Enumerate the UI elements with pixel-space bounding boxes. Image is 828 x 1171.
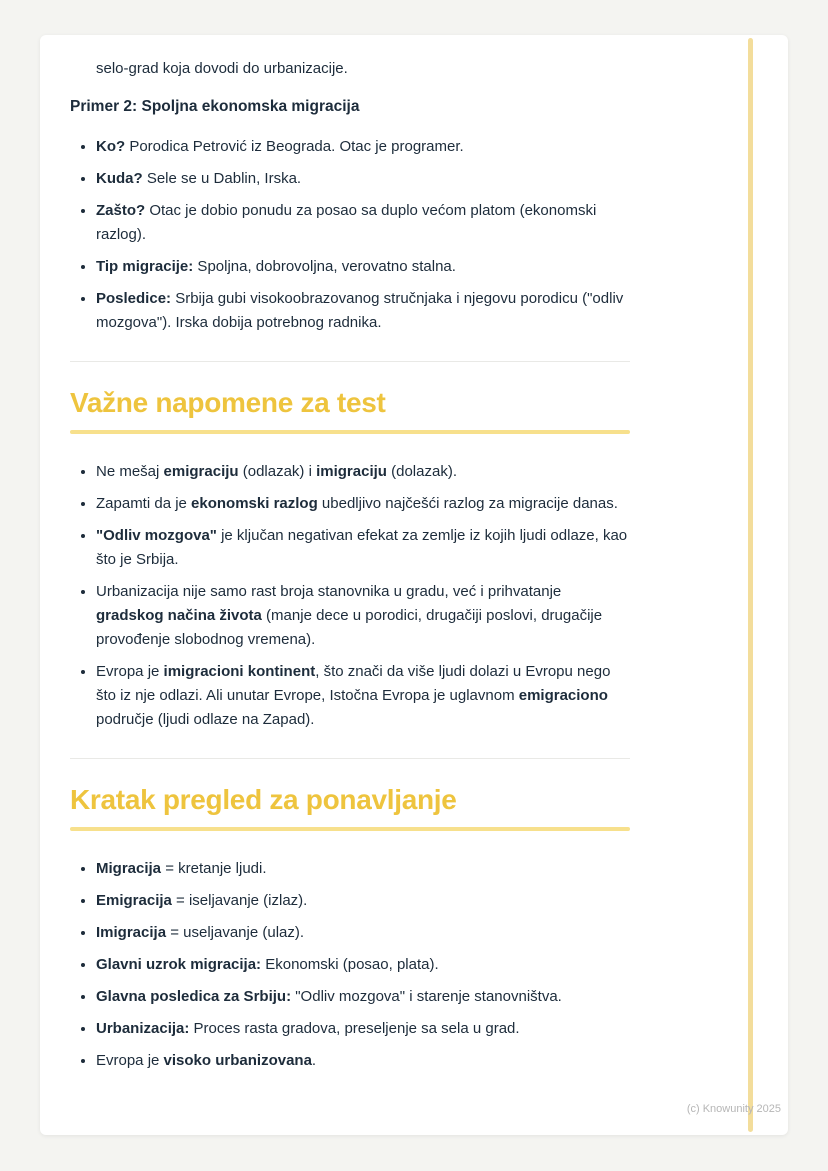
plain-text: = iseljavanje (izlaz).: [171, 892, 308, 909]
example-bullet-list: [70, 135, 630, 335]
plain-text: Zapamti da je: [96, 495, 192, 512]
plain-text: Proces rasta gradova, preseljenje sa sela u grad.: [189, 1020, 520, 1037]
bullet-item: [96, 135, 630, 159]
divider: [70, 361, 630, 362]
bold-term: emigraciju: [163, 463, 239, 480]
bold-term: Imigracija: [96, 924, 167, 941]
bold-term: Ko?: [96, 138, 126, 155]
bold-term: Emigracija: [96, 892, 172, 909]
plain-text: Evropa je: [96, 663, 164, 680]
plain-text: Evropa je: [96, 1052, 164, 1069]
bullet-item: [96, 255, 630, 279]
bold-term: Migracija: [96, 860, 162, 877]
bold-term: Posledice:: [96, 290, 172, 307]
plain-text: Urbanizacija nije samo rast broja stanovnika u gradu, već i prihvatanje: [96, 583, 562, 600]
plain-text: je ključan negativan efekat za zemlje iz kojih ljudi odlaze, kao što je Srbija.: [96, 527, 628, 568]
example-heading: Primer 2: Spoljna ekonomska migracija: [70, 98, 360, 115]
bullet-item: [96, 857, 630, 881]
plain-text: Ne mešaj: [96, 463, 164, 480]
bold-term: "Odliv mozgova": [96, 527, 217, 544]
plain-text: Spoljna, dobrovoljna, verovatno stalna.: [193, 258, 456, 275]
plain-text: (odlazak) i: [238, 463, 317, 480]
bullet-item: [96, 524, 630, 572]
bullet-item: [96, 921, 630, 945]
bullet-item: [96, 199, 630, 247]
section-vazne-napomene: [70, 386, 630, 732]
plain-text: (dolazak).: [386, 463, 457, 480]
section-heading: Važne napomene za test: [70, 387, 386, 418]
plain-text: ubedljivo najčešći razlog za migracije danas.: [317, 495, 618, 512]
section-kratak-pregled: [70, 783, 630, 1073]
bullet-item: [96, 492, 630, 516]
bold-term: Kuda?: [96, 170, 143, 187]
watermark: (c) Knowunity 2025: [686, 1103, 781, 1115]
bold-term: Zašto?: [96, 202, 146, 219]
section-heading: Kratak pregled za ponavljanje: [70, 784, 457, 815]
plain-text: .: [311, 1052, 317, 1069]
plain-text: , što znači da više ljudi dolazi u Evropu nego što iz nje odlazi. Ali unutar Evrope, Istočna Evropa je uglavnom: [96, 663, 611, 704]
plain-text: Sele se u Dablin, Irska.: [142, 170, 302, 187]
plain-text: Ekonomski (posao, plata).: [261, 956, 439, 973]
bullet-item: [96, 167, 630, 191]
plain-text: Srbija gubi visokoobrazovanog stručnjaka i njegovu porodicu ("odliv mozgova"). Irska dobija potrebnog radnika.: [96, 290, 624, 331]
plain-text: Otac je dobio ponudu za posao sa duplo većom platom (ekonomski razlog).: [96, 202, 597, 243]
plain-text: Porodica Petrović iz Beograda. Otac je programer.: [125, 138, 464, 155]
section-bullet-list: [70, 460, 630, 732]
bold-term: imigracioni kontinent: [163, 663, 316, 680]
bold-term: Tip migracije:: [96, 258, 194, 275]
plain-text: područje (ljudi odlaze na Zapad).: [96, 711, 315, 728]
bullet-item: [96, 953, 630, 977]
bullet-item: [96, 1017, 630, 1041]
heading-underline: [70, 827, 630, 831]
document-content: [40, 35, 788, 1111]
bullet-item: [96, 660, 630, 732]
bold-term: Glavna posledica za Srbiju:: [96, 988, 292, 1005]
bold-term: visoko urbanizovana: [163, 1052, 312, 1069]
bullet-item: [96, 1049, 630, 1073]
bullet-item: [96, 460, 630, 484]
side-accent-bar: [748, 38, 753, 1132]
bold-term: Urbanizacija:: [96, 1020, 190, 1037]
bold-term: ekonomski razlog: [191, 495, 318, 512]
document-page: [40, 35, 788, 1135]
bullet-item: [96, 580, 630, 652]
plain-text: "Odliv mozgova" i starenje stanovništva.: [291, 988, 562, 1005]
plain-text: (manje dece u porodici, drugačiji poslovi, drugačije provođenje slobodnog vremena).: [96, 607, 603, 648]
plain-text: = useljavanje (ulaz).: [166, 924, 305, 941]
bold-term: imigraciju: [316, 463, 387, 480]
plain-text: = kretanje ljudi.: [161, 860, 267, 877]
heading-underline: [70, 430, 630, 434]
intro-paragraph: selo-grad koja dovodi do urbanizacije.: [96, 60, 348, 77]
bullet-item: [96, 287, 630, 335]
section-bullet-list: [70, 857, 630, 1073]
bullet-item: [96, 985, 630, 1009]
divider: [70, 758, 630, 759]
bold-term: emigraciono: [518, 687, 608, 704]
bold-term: Glavni uzrok migracija:: [96, 956, 262, 973]
bullet-item: [96, 889, 630, 913]
bold-term: gradskog načina života: [96, 607, 262, 624]
